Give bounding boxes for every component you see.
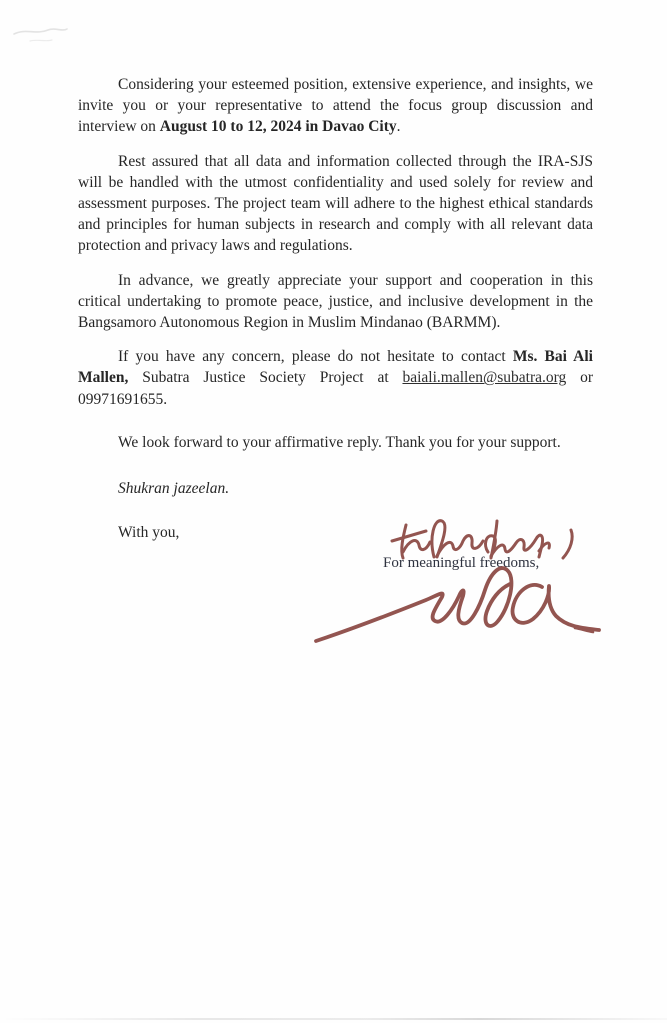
page-bottom-scan-edge [0,1018,667,1020]
p4-mid: Subatra Justice Society Project at [128,369,403,387]
paragraph-invitation [78,74,593,138]
p4-lead: If you have any concern, please do not hesitate to contact [118,348,513,366]
p4-end: or 09971691655. [78,369,593,408]
valediction: With you, [118,524,180,542]
p1-event-date: August 10 to 12, 2024 in Davao City [159,118,397,136]
paragraph-contact [78,346,593,410]
arabic-closing: Shukran jazeelan. [118,480,230,498]
paragraph-confidentiality: Rest assured that all data and information collected through the IRA-SJS will be handled with the utmost confidentiality and used solely for review and assessment purposes. The project team will adhere to the highest ethical standards and principles for human subjects in research and comply with all relevant data protection and privacy laws and regulations. [78,152,593,255]
contact-email: baiali.mallen@subatra.org [402,369,567,387]
contact-name: Ms. Bai Ali Mallen, [78,348,593,387]
closing-line: We look forward to your affirmative reply. Thank you for your support. [118,433,561,451]
p1-lead: Considering your esteemed position, extensive experience, and insights, we invite you or your representative to attend the focus group discussion and interview on [78,76,593,136]
pencil-smudge [14,29,67,34]
typed-tagline: For meaningful freedoms, [383,555,540,571]
signature-scrawl [316,568,599,641]
p1-end: . [396,118,401,136]
letter-body [78,74,593,556]
paragraph-appreciation: In advance, we greatly appreciate your support and cooperation in this critical undertaking to promote peace, justice, and inclusive development in the Bangsamoro Autonomous Region in Muslim Mindanao (BARMM). [78,271,593,332]
